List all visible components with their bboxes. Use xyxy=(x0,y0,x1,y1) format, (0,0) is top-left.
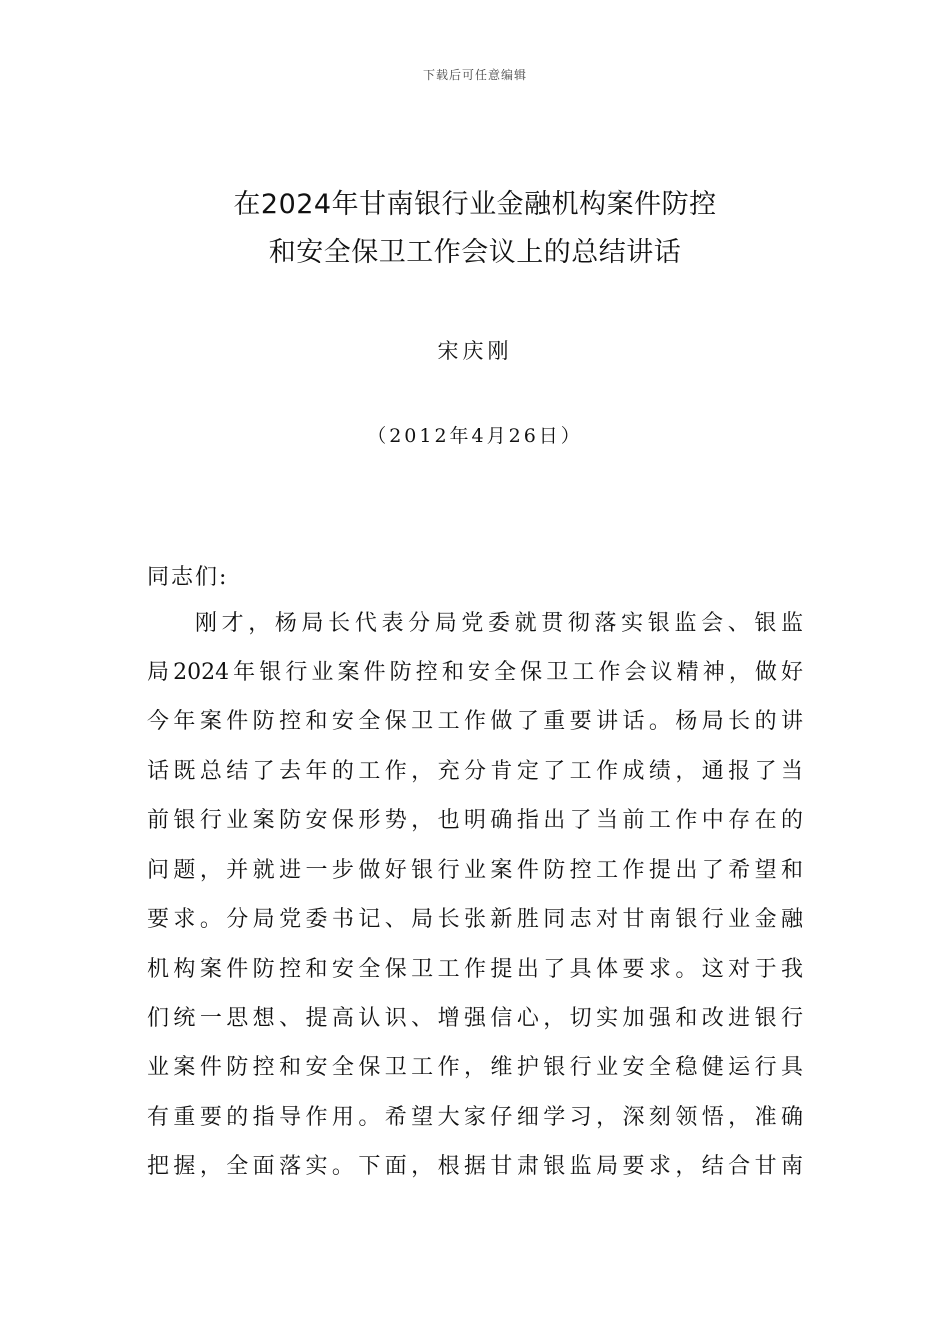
body-line: 有重要的指导作用。希望大家仔细学习，深刻领悟，准确 xyxy=(147,1105,803,1130)
title-line-1: 在2024年甘南银行业金融机构案件防控 xyxy=(233,189,717,220)
body-line: 要求。分局党委书记、局长张新胜同志对甘南银行业金融 xyxy=(147,907,803,932)
body-line: 今年案件防控和安全保卫工作做了重要讲话。杨局长的讲 xyxy=(147,709,803,734)
title-line-2: 和安全保卫工作会议上的总结讲话 xyxy=(268,237,682,268)
salutation: 同志们: xyxy=(147,565,229,590)
header-note: 下载后可任意编辑 xyxy=(422,68,527,82)
body-line: 局2024年银行业案件防控和安全保卫工作会议精神，做好 xyxy=(147,660,803,685)
body-line: 前银行业案防安保形势，也明确指出了当前工作中存在的 xyxy=(147,808,803,833)
body-line: 问题，并就进一步做好银行业案件防控工作提出了希望和 xyxy=(147,858,803,883)
speech-date: （2012年4月26日） xyxy=(367,425,583,447)
body-line: 话既总结了去年的工作，充分肯定了工作成绩，通报了当 xyxy=(147,759,803,784)
body-line: 业案件防控和安全保卫工作，维护银行业安全稳健运行具 xyxy=(147,1055,803,1080)
body-line: 刚才，杨局长代表分局党委就贯彻落实银监会、银监 xyxy=(195,611,803,636)
body-line: 机构案件防控和安全保卫工作提出了具体要求。这对于我 xyxy=(147,957,803,982)
body-line: 们统一思想、提高认识、增强信心，切实加强和改进银行 xyxy=(147,1006,803,1031)
body-line: 把握，全面落实。下面，根据甘肃银监局要求，结合甘南 xyxy=(147,1154,803,1179)
author-name: 宋庆刚 xyxy=(437,339,513,363)
